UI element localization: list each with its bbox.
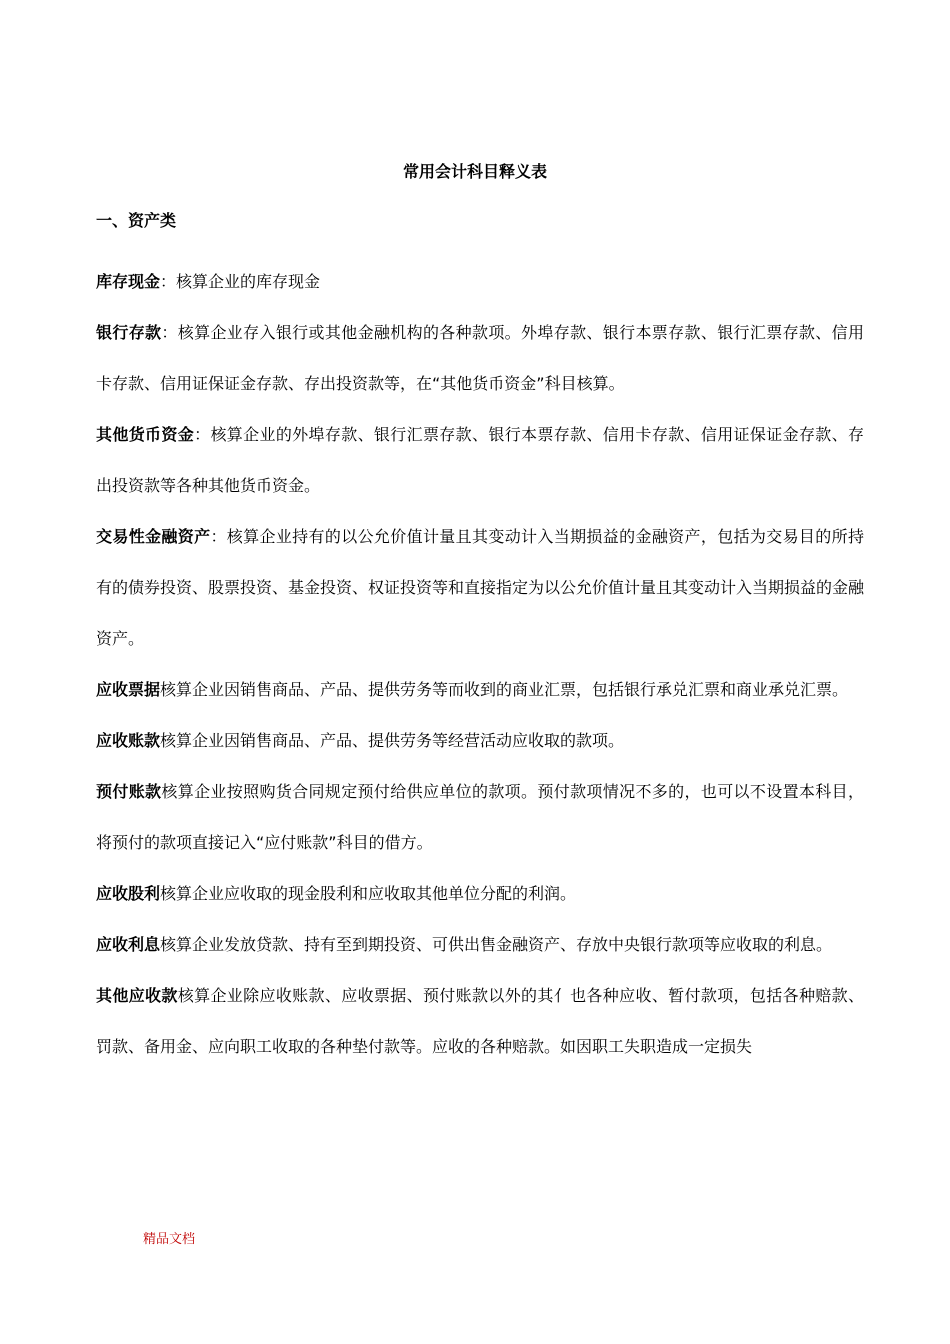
entry-term: 其他货币资金	[96, 425, 195, 444]
entry-term: 交易性金融资产	[96, 527, 211, 546]
entry-text: 核算企业发放贷款、持有至到期投资、可供出售金融资产、存放中央银行款项等应收取的利息。	[160, 935, 833, 954]
entry-term: 应收股利	[96, 884, 161, 903]
entry-term: 库存现金	[96, 272, 161, 291]
entry-other-monetary-funds	[96, 409, 864, 511]
entry-text: 核算企业持有的以公允价值计量且其变动计入当期损益的金融资产，包括为交易目的所持有的债券投资、股票投资、基金投资、权证投资等和直接指定为以公允价值计量且其变动计入当期损益的金融资产。	[96, 527, 865, 648]
entry-term: 应收票据	[96, 680, 161, 699]
entry-bank-deposit	[96, 307, 864, 409]
entry-accounts-receivable	[96, 715, 864, 766]
entry-text: 核算企业的外埠存款、银行汇票存款、银行本票存款、信用卡存款、信用证保证金存款、存出投资款等各种其他货币资金。	[96, 425, 864, 495]
entry-dividends-receivable	[96, 868, 864, 919]
entry-text: 核算企业存入银行或其他金融机构的各种款项。外埠存款、银行本票存款、银行汇票存款、信用卡存款、信用证保证金存款、存出投资款等，在“其他货币资金”科目核算。	[96, 323, 864, 393]
entry-interest-receivable	[96, 919, 864, 970]
entry-text: 核算企业因销售商品、产品、提供劳务等而收到的商业汇票，包括银行承兑汇票和商业承兑汇票。	[160, 680, 849, 699]
entry-text: 核算企业按照购货合同规定预付给供应单位的款项。预付款项情况不多的，也可以不设置本科目，将预付的款项直接记入“应付账款”科目的借方。	[96, 782, 864, 852]
entry-text: 核算企业应收取的现金股利和应收取其他单位分配的利润。	[160, 884, 577, 903]
entry-term: 其他应收款	[96, 986, 178, 1005]
entry-separator: ：	[210, 527, 227, 546]
entry-term: 应收利息	[96, 935, 161, 954]
document-title: 常用会计科目释义表	[402, 162, 547, 181]
entry-separator: ：	[161, 323, 178, 342]
entry-term: 应收账款	[96, 731, 161, 750]
entry-prepayments	[96, 766, 864, 868]
entry-text: 核算企业因销售商品、产品、提供劳务等经营活动应收取的款项。	[160, 731, 625, 750]
entry-trading-financial-assets	[96, 511, 864, 664]
entry-list	[96, 256, 864, 1072]
entry-other-receivables	[96, 970, 864, 1072]
entry-separator: ：	[194, 425, 211, 444]
footer-watermark-text: 精品文档	[143, 1232, 196, 1247]
entry-separator: ：	[160, 272, 177, 291]
entry-text: 核算企业的库存现金	[176, 272, 321, 291]
entry-text: 核算企业除应收账款、应收票据、预付账款以外的其亻也各种应收、暂付款项，包括各种赔款、罚款、备用金、应向职工收取的各种垫付款等。应收的各种赔款。如因职工失职造成一定损失	[96, 986, 864, 1056]
entry-term: 预付账款	[96, 782, 162, 801]
entry-cash	[96, 256, 864, 307]
entry-term: 银行存款	[96, 323, 162, 342]
section-heading: 一、资产类	[96, 211, 177, 230]
entry-notes-receivable	[96, 664, 864, 715]
